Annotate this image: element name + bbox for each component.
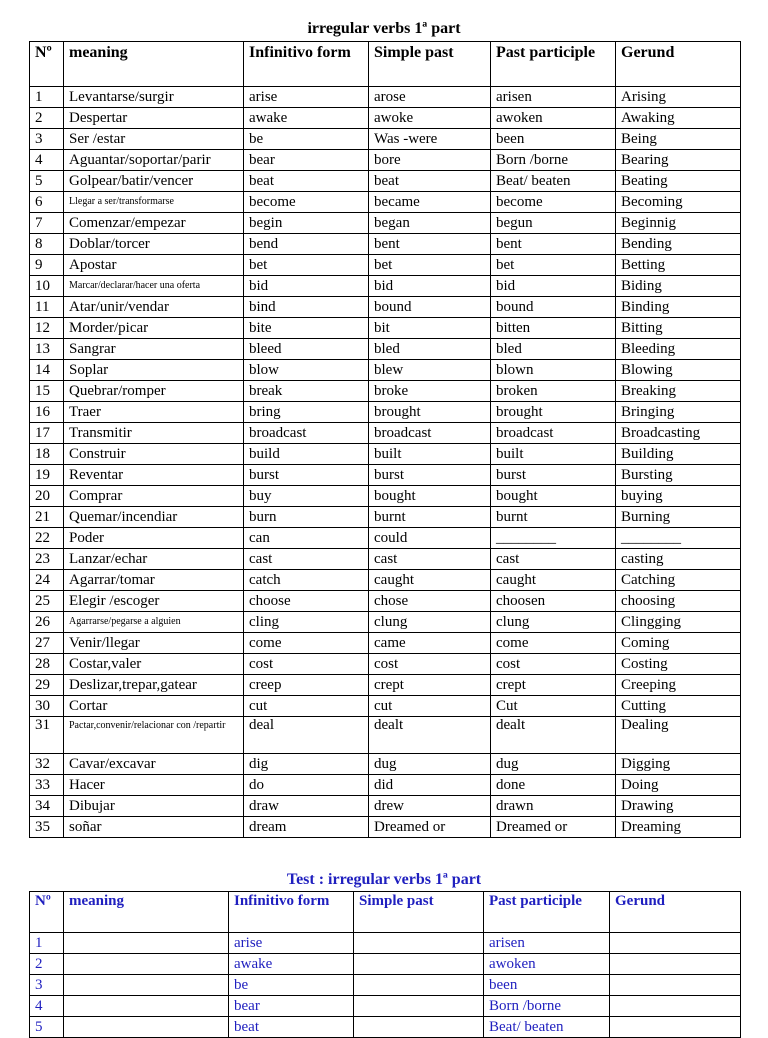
cell-infinitive: burst	[244, 465, 369, 486]
cell-infinitive: blow	[244, 360, 369, 381]
table-row	[30, 996, 741, 1017]
cell-infinitive: beat	[244, 171, 369, 192]
cell-infinitive: bet	[244, 255, 369, 276]
cell-simple-past: crept	[369, 675, 491, 696]
table-row	[30, 318, 741, 339]
table-row	[30, 796, 741, 817]
table-row	[30, 933, 741, 954]
cell-past-participle: caught	[491, 570, 616, 591]
cell-simple-past: chose	[369, 591, 491, 612]
cell-simple-past: built	[369, 444, 491, 465]
test-irregular-verbs-table	[29, 891, 741, 1038]
cell-gerund: Beginnig	[616, 213, 741, 234]
table-row	[30, 717, 741, 754]
cell-past-participle: Cut	[491, 696, 616, 717]
table-row	[30, 817, 741, 838]
cell-gerund: Catching	[616, 570, 741, 591]
table-row	[30, 276, 741, 297]
cell-number: 33	[30, 775, 64, 796]
cell-number: 35	[30, 817, 64, 838]
cell-past-participle: cost	[491, 654, 616, 675]
cell-past-participle: bent	[491, 234, 616, 255]
cell-number: 14	[30, 360, 64, 381]
cell-simple-past: did	[369, 775, 491, 796]
cell-gerund	[610, 1017, 741, 1038]
cell-number: 5	[30, 171, 64, 192]
cell-simple-past	[354, 954, 484, 975]
cell-infinitive: become	[244, 192, 369, 213]
cell-past-participle: built	[491, 444, 616, 465]
cell-past-participle: clung	[491, 612, 616, 633]
cell-number: 18	[30, 444, 64, 465]
cell-infinitive: do	[244, 775, 369, 796]
cell-gerund: Binding	[616, 297, 741, 318]
cell-infinitive: choose	[244, 591, 369, 612]
cell-gerund: Bearing	[616, 150, 741, 171]
cell-simple-past: blew	[369, 360, 491, 381]
cell-meaning: Atar/unir/vendar	[64, 297, 244, 318]
cell-infinitive: bear	[229, 996, 354, 1017]
cell-meaning: Elegir /escoger	[64, 591, 244, 612]
cell-gerund: Bending	[616, 234, 741, 255]
cell-past-participle: crept	[491, 675, 616, 696]
cell-meaning: Ser /estar	[64, 129, 244, 150]
cell-past-participle: awoken	[491, 108, 616, 129]
cell-simple-past: came	[369, 633, 491, 654]
table-row	[30, 696, 741, 717]
cell-past-participle: dug	[491, 754, 616, 775]
cell-simple-past: dealt	[369, 717, 491, 754]
cell-infinitive: deal	[244, 717, 369, 754]
cell-past-participle: awoken	[484, 954, 610, 975]
cell-meaning: Dibujar	[64, 796, 244, 817]
table-row	[30, 360, 741, 381]
table2-title: Test : irregular verbs 1ª part	[286, 871, 482, 888]
cell-simple-past: cost	[369, 654, 491, 675]
cell-simple-past	[354, 1017, 484, 1038]
cell-gerund: Biding	[616, 276, 741, 297]
table-row	[30, 108, 741, 129]
header-meaning: meaning	[64, 42, 244, 87]
cell-infinitive: arise	[244, 87, 369, 108]
cell-simple-past: bled	[369, 339, 491, 360]
cell-meaning: Quemar/incendiar	[64, 507, 244, 528]
cell-simple-past: began	[369, 213, 491, 234]
cell-gerund: Being	[616, 129, 741, 150]
cell-number: 24	[30, 570, 64, 591]
cell-simple-past: bore	[369, 150, 491, 171]
cell-simple-past: beat	[369, 171, 491, 192]
cell-infinitive: bind	[244, 297, 369, 318]
cell-number: 16	[30, 402, 64, 423]
cell-infinitive: come	[244, 633, 369, 654]
table-row	[30, 486, 741, 507]
cell-simple-past: could	[369, 528, 491, 549]
cell-gerund: Bleeding	[616, 339, 741, 360]
cell-meaning: Venir/llegar	[64, 633, 244, 654]
cell-past-participle: become	[491, 192, 616, 213]
table-row	[30, 234, 741, 255]
cell-number: 8	[30, 234, 64, 255]
cell-past-participle: done	[491, 775, 616, 796]
cell-gerund	[610, 954, 741, 975]
cell-gerund: Doing	[616, 775, 741, 796]
cell-number: 30	[30, 696, 64, 717]
cell-meaning: Pactar,convenir/relacionar con /repartir	[64, 717, 244, 754]
cell-gerund: Becoming	[616, 192, 741, 213]
cell-infinitive: creep	[244, 675, 369, 696]
cell-simple-past: bound	[369, 297, 491, 318]
cell-past-participle: Beat/ beaten	[484, 1017, 610, 1038]
cell-past-participle: arisen	[484, 933, 610, 954]
cell-infinitive: catch	[244, 570, 369, 591]
cell-gerund: Bitting	[616, 318, 741, 339]
cell-meaning: Soplar	[64, 360, 244, 381]
cell-infinitive: cling	[244, 612, 369, 633]
cell-simple-past: broadcast	[369, 423, 491, 444]
cell-past-participle: Born /borne	[491, 150, 616, 171]
cell-meaning: Traer	[64, 402, 244, 423]
cell-number: 11	[30, 297, 64, 318]
cell-infinitive: awake	[244, 108, 369, 129]
cell-simple-past: broke	[369, 381, 491, 402]
cell-simple-past: Was -were	[369, 129, 491, 150]
table-row	[30, 675, 741, 696]
table-row	[30, 87, 741, 108]
cell-infinitive: cost	[244, 654, 369, 675]
cell-number: 34	[30, 796, 64, 817]
cell-gerund: casting	[616, 549, 741, 570]
cell-simple-past: bent	[369, 234, 491, 255]
cell-past-participle: burst	[491, 465, 616, 486]
cell-simple-past: caught	[369, 570, 491, 591]
table-row	[30, 954, 741, 975]
cell-number: 1	[30, 933, 64, 954]
cell-meaning: soñar	[64, 817, 244, 838]
cell-simple-past: bid	[369, 276, 491, 297]
cell-infinitive: bring	[244, 402, 369, 423]
cell-infinitive: arise	[229, 933, 354, 954]
header-gerund: Gerund	[616, 42, 741, 87]
header-past-participle: Past participle	[491, 42, 616, 87]
cell-simple-past	[354, 975, 484, 996]
cell-gerund: Awaking	[616, 108, 741, 129]
cell-number: 1	[30, 87, 64, 108]
cell-past-participle: arisen	[491, 87, 616, 108]
table-row	[30, 465, 741, 486]
cell-past-participle: bought	[491, 486, 616, 507]
cell-number: 5	[30, 1017, 64, 1038]
cell-simple-past: cut	[369, 696, 491, 717]
header-infinitive: Infinitivo form	[244, 42, 369, 87]
cell-number: 23	[30, 549, 64, 570]
cell-meaning: Cavar/excavar	[64, 754, 244, 775]
cell-meaning	[64, 996, 229, 1017]
cell-past-participle: choosen	[491, 591, 616, 612]
cell-number: 3	[30, 129, 64, 150]
cell-meaning: Transmitir	[64, 423, 244, 444]
cell-gerund: Blowing	[616, 360, 741, 381]
header-past-participle: Past participle	[484, 892, 610, 933]
cell-past-participle: bitten	[491, 318, 616, 339]
table-header-row	[30, 42, 741, 87]
cell-simple-past: bet	[369, 255, 491, 276]
cell-number: 28	[30, 654, 64, 675]
cell-simple-past: became	[369, 192, 491, 213]
cell-past-participle: cast	[491, 549, 616, 570]
cell-meaning: Llegar a ser/transformarse	[64, 192, 244, 213]
header-gerund: Gerund	[610, 892, 741, 933]
cell-meaning: Doblar/torcer	[64, 234, 244, 255]
cell-number: 27	[30, 633, 64, 654]
cell-simple-past: burnt	[369, 507, 491, 528]
cell-gerund: Dreaming	[616, 817, 741, 838]
cell-simple-past: burst	[369, 465, 491, 486]
cell-meaning: Agarrar/tomar	[64, 570, 244, 591]
cell-meaning: Comenzar/empezar	[64, 213, 244, 234]
table-row	[30, 213, 741, 234]
table-row	[30, 591, 741, 612]
table-row	[30, 339, 741, 360]
table-row	[30, 192, 741, 213]
cell-simple-past: bit	[369, 318, 491, 339]
cell-gerund: Bringing	[616, 402, 741, 423]
cell-simple-past	[354, 933, 484, 954]
cell-infinitive: bend	[244, 234, 369, 255]
table-row	[30, 528, 741, 549]
table1-title: irregular verbs 1ª part	[307, 20, 461, 37]
header-infinitive: Infinitivo form	[229, 892, 354, 933]
cell-meaning: Cortar	[64, 696, 244, 717]
cell-gerund: Burning	[616, 507, 741, 528]
cell-infinitive: can	[244, 528, 369, 549]
table-row	[30, 507, 741, 528]
cell-number: 3	[30, 975, 64, 996]
cell-gerund: Clingging	[616, 612, 741, 633]
cell-number: 20	[30, 486, 64, 507]
cell-past-participle: bid	[491, 276, 616, 297]
cell-infinitive: cut	[244, 696, 369, 717]
cell-past-participle: been	[491, 129, 616, 150]
cell-past-participle: come	[491, 633, 616, 654]
cell-number: 26	[30, 612, 64, 633]
table-row	[30, 171, 741, 192]
cell-past-participle: Beat/ beaten	[491, 171, 616, 192]
cell-number: 9	[30, 255, 64, 276]
cell-meaning: Aguantar/soportar/parir	[64, 150, 244, 171]
cell-infinitive: burn	[244, 507, 369, 528]
cell-infinitive: awake	[229, 954, 354, 975]
cell-infinitive: dig	[244, 754, 369, 775]
cell-number: 10	[30, 276, 64, 297]
cell-infinitive: broadcast	[244, 423, 369, 444]
cell-meaning: Apostar	[64, 255, 244, 276]
table-row	[30, 150, 741, 171]
cell-gerund: Cutting	[616, 696, 741, 717]
cell-past-participle: Dreamed or	[491, 817, 616, 838]
table-row	[30, 775, 741, 796]
cell-gerund: ________	[616, 528, 741, 549]
cell-gerund: choosing	[616, 591, 741, 612]
cell-meaning: Construir	[64, 444, 244, 465]
cell-infinitive: be	[244, 129, 369, 150]
cell-meaning: Sangrar	[64, 339, 244, 360]
cell-meaning: Comprar	[64, 486, 244, 507]
cell-meaning: Marcar/declarar/hacer una oferta	[64, 276, 244, 297]
cell-simple-past: clung	[369, 612, 491, 633]
cell-number: 32	[30, 754, 64, 775]
table-row	[30, 444, 741, 465]
cell-meaning: Deslizar,trepar,gatear	[64, 675, 244, 696]
cell-meaning: Levantarse/surgir	[64, 87, 244, 108]
cell-past-participle: Born /borne	[484, 996, 610, 1017]
cell-simple-past: brought	[369, 402, 491, 423]
cell-number: 4	[30, 996, 64, 1017]
cell-simple-past: drew	[369, 796, 491, 817]
cell-number: 25	[30, 591, 64, 612]
cell-meaning: Despertar	[64, 108, 244, 129]
cell-number: 4	[30, 150, 64, 171]
cell-infinitive: beat	[229, 1017, 354, 1038]
table-row	[30, 549, 741, 570]
cell-gerund	[610, 975, 741, 996]
cell-simple-past: Dreamed or	[369, 817, 491, 838]
cell-gerund: Broadcasting	[616, 423, 741, 444]
cell-meaning: Morder/picar	[64, 318, 244, 339]
cell-gerund: Arising	[616, 87, 741, 108]
cell-gerund: Drawing	[616, 796, 741, 817]
header-number: Nº	[30, 42, 64, 87]
cell-past-participle: drawn	[491, 796, 616, 817]
table-row	[30, 381, 741, 402]
cell-gerund: Beating	[616, 171, 741, 192]
cell-number: 15	[30, 381, 64, 402]
cell-past-participle: brought	[491, 402, 616, 423]
table-row	[30, 1017, 741, 1038]
cell-meaning: Agarrarse/pegarse a alguien	[64, 612, 244, 633]
cell-past-participle: broken	[491, 381, 616, 402]
table-row	[30, 423, 741, 444]
cell-number: 7	[30, 213, 64, 234]
cell-gerund: Breaking	[616, 381, 741, 402]
cell-infinitive: cast	[244, 549, 369, 570]
cell-past-participle: bound	[491, 297, 616, 318]
table-row	[30, 255, 741, 276]
cell-number: 19	[30, 465, 64, 486]
cell-simple-past: arose	[369, 87, 491, 108]
cell-infinitive: begin	[244, 213, 369, 234]
cell-past-participle: bled	[491, 339, 616, 360]
cell-meaning	[64, 975, 229, 996]
cell-number: 2	[30, 108, 64, 129]
cell-infinitive: bite	[244, 318, 369, 339]
cell-simple-past: bought	[369, 486, 491, 507]
cell-past-participle: dealt	[491, 717, 616, 754]
cell-gerund: Creeping	[616, 675, 741, 696]
irregular-verbs-table	[29, 41, 741, 838]
table-row	[30, 654, 741, 675]
cell-meaning: Costar,valer	[64, 654, 244, 675]
cell-meaning: Poder	[64, 528, 244, 549]
cell-number: 2	[30, 954, 64, 975]
cell-gerund: Building	[616, 444, 741, 465]
cell-meaning	[64, 933, 229, 954]
header-simple-past: Simple past	[369, 42, 491, 87]
cell-past-participle: blown	[491, 360, 616, 381]
cell-meaning: Lanzar/echar	[64, 549, 244, 570]
cell-gerund: buying	[616, 486, 741, 507]
table-row	[30, 975, 741, 996]
cell-infinitive: bleed	[244, 339, 369, 360]
table-row	[30, 297, 741, 318]
cell-infinitive: bid	[244, 276, 369, 297]
table-header-row	[30, 892, 741, 933]
cell-infinitive: be	[229, 975, 354, 996]
cell-infinitive: dream	[244, 817, 369, 838]
cell-gerund	[610, 996, 741, 1017]
cell-gerund: Coming	[616, 633, 741, 654]
cell-number: 6	[30, 192, 64, 213]
cell-number: 13	[30, 339, 64, 360]
cell-meaning: Hacer	[64, 775, 244, 796]
table-row	[30, 612, 741, 633]
cell-meaning: Reventar	[64, 465, 244, 486]
table-row	[30, 754, 741, 775]
table-row	[30, 633, 741, 654]
cell-simple-past: cast	[369, 549, 491, 570]
cell-gerund: Bursting	[616, 465, 741, 486]
cell-gerund	[610, 933, 741, 954]
cell-simple-past: awoke	[369, 108, 491, 129]
table-row	[30, 129, 741, 150]
cell-number: 22	[30, 528, 64, 549]
table-row	[30, 570, 741, 591]
cell-meaning	[64, 1017, 229, 1038]
header-meaning: meaning	[64, 892, 229, 933]
cell-infinitive: draw	[244, 796, 369, 817]
cell-past-participle: ________	[491, 528, 616, 549]
cell-past-participle: been	[484, 975, 610, 996]
cell-number: 12	[30, 318, 64, 339]
cell-past-participle: broadcast	[491, 423, 616, 444]
table-row	[30, 402, 741, 423]
cell-gerund: Dealing	[616, 717, 741, 754]
cell-simple-past	[354, 996, 484, 1017]
cell-meaning	[64, 954, 229, 975]
cell-number: 31	[30, 717, 64, 754]
cell-infinitive: build	[244, 444, 369, 465]
header-number: Nº	[30, 892, 64, 933]
header-simple-past: Simple past	[354, 892, 484, 933]
cell-number: 29	[30, 675, 64, 696]
cell-infinitive: break	[244, 381, 369, 402]
cell-meaning: Golpear/batir/vencer	[64, 171, 244, 192]
cell-past-participle: bet	[491, 255, 616, 276]
cell-meaning: Quebrar/romper	[64, 381, 244, 402]
cell-infinitive: bear	[244, 150, 369, 171]
cell-infinitive: buy	[244, 486, 369, 507]
cell-simple-past: dug	[369, 754, 491, 775]
cell-past-participle: begun	[491, 213, 616, 234]
cell-past-participle: burnt	[491, 507, 616, 528]
cell-number: 17	[30, 423, 64, 444]
cell-number: 21	[30, 507, 64, 528]
cell-gerund: Costing	[616, 654, 741, 675]
cell-gerund: Betting	[616, 255, 741, 276]
cell-gerund: Digging	[616, 754, 741, 775]
